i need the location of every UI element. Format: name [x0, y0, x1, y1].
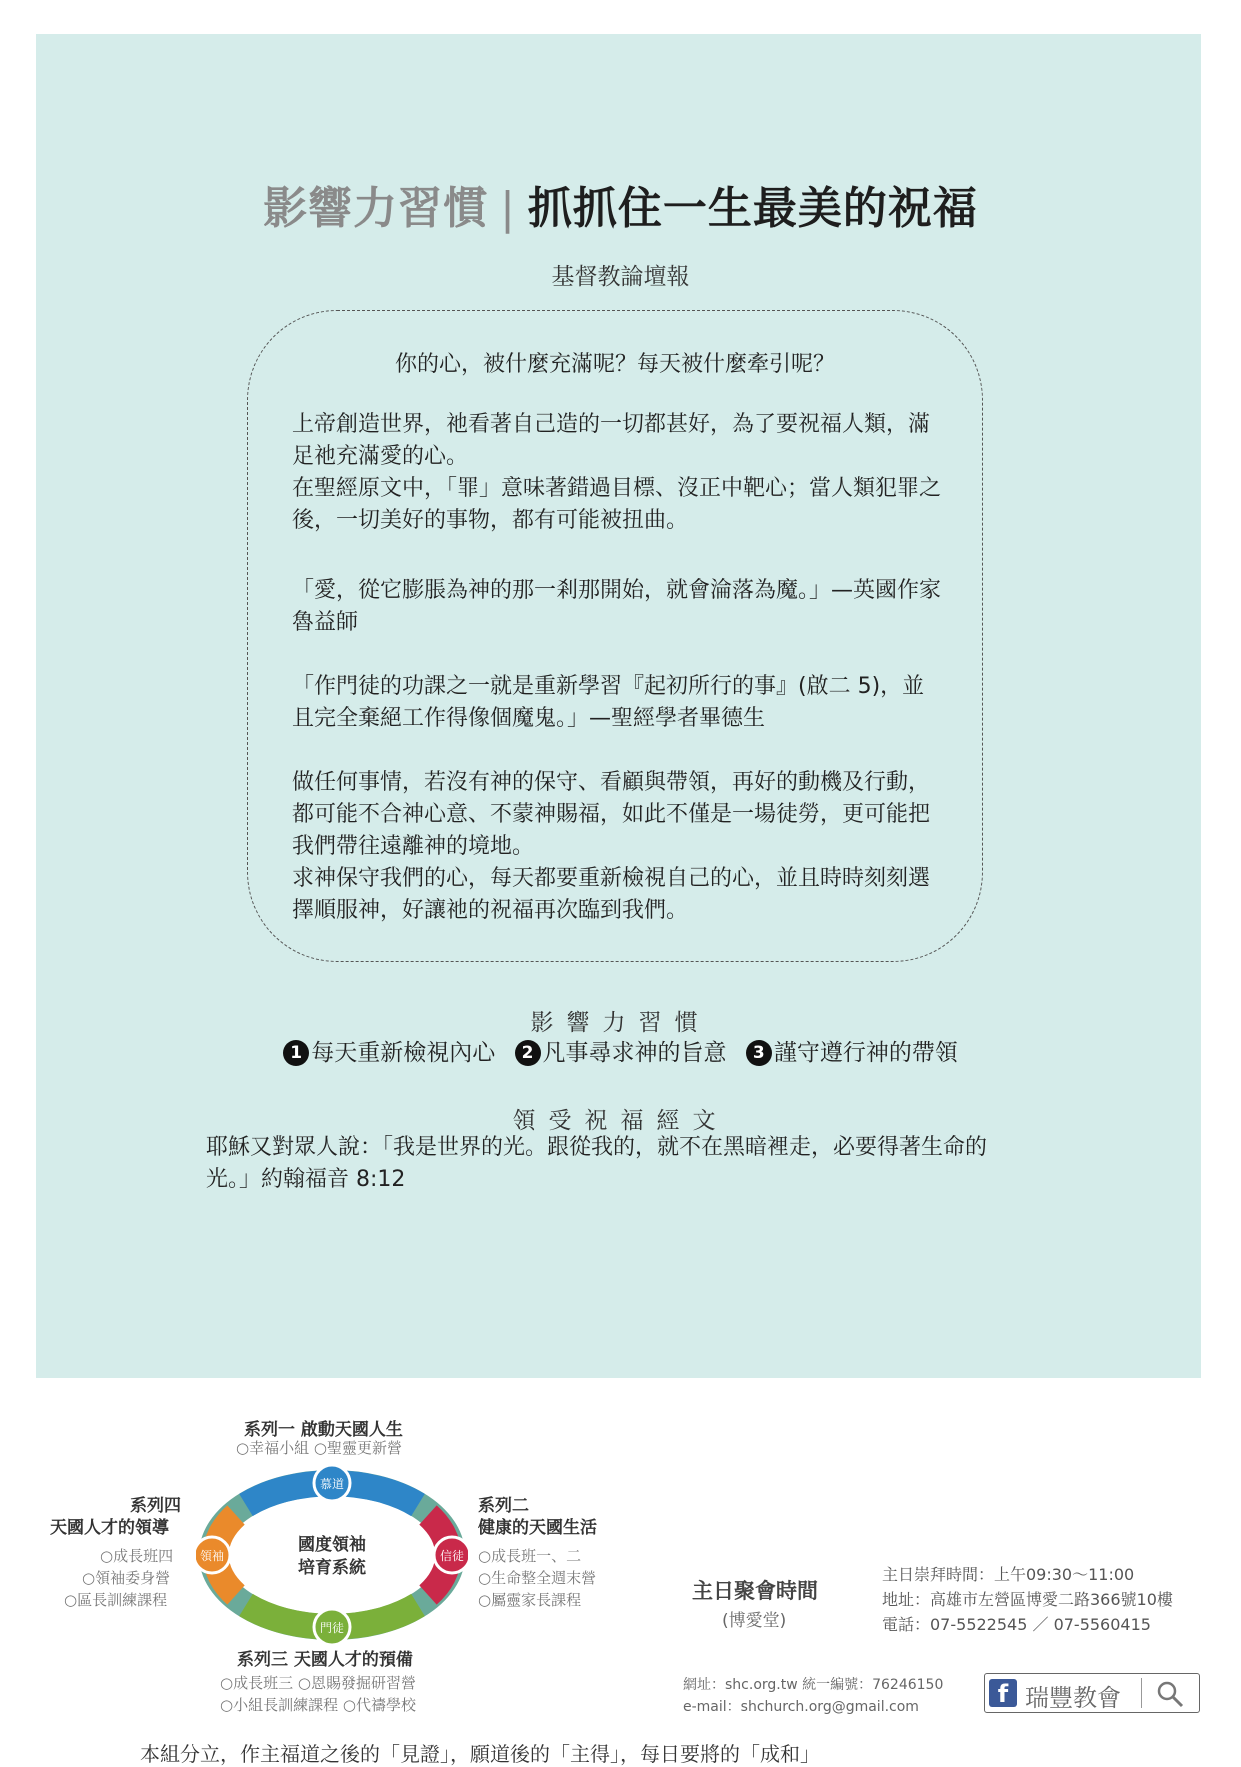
scripture-text: 耶穌又對眾人說：「我是世界的光。跟從我的，就不在黑暗裡走，必要得著生命的光。」約翰福音 8:12	[206, 1135, 988, 1192]
message-bubble	[247, 310, 983, 962]
habit-item	[283, 1034, 495, 1067]
page-title	[0, 172, 1241, 236]
node-bottom-label: 門徒	[319, 1621, 345, 1635]
series2-item: ○屬靈家長課程	[478, 1591, 582, 1609]
paragraph-sin: 上帝創造世界，祂看著自己造的一切都甚好，為了要祝福人類，滿足祂充滿愛的心。 在聖經原文中，「罪」意味著錯過目標、沒正中靶心；當人類犯罪之後，一切美好的事物，都有可能被扭曲。	[292, 412, 942, 533]
habit-text: 每天重新檢視內心	[311, 1040, 496, 1066]
system-cycle-diagram	[196, 1465, 468, 1645]
series4-item: ○成長班四	[100, 1547, 174, 1565]
habits-heading: 影響力習慣	[530, 1010, 711, 1036]
series2-item: ○成長班一、二	[478, 1547, 582, 1565]
scripture-heading: 領受祝福經文	[512, 1108, 729, 1134]
center-label-1: 國度領袖	[298, 1535, 366, 1555]
cut-off-text: 本組分立，作主福道之後的「見證」，願道後的「主得」，每日要將的「成和」	[140, 1742, 820, 1766]
node-left-label: 領袖	[199, 1549, 225, 1563]
website[interactable]: 網址：shc.org.tw 統一編號：76246150	[683, 1677, 944, 1693]
paragraph-guard-heart: 做任何事情，若沒有神的保守、看顧與帶領，再好的動機及行動，都可能不合神心意、不蒙神賜福，如此不僅是一場徒勞，更可能把我們帶往遠離神的境地。 求神保守我們的心，每天都要重新檢視自己的心，並且時時刻刻選擇順服神，好讓祂的祝福再次臨到我們。	[292, 770, 931, 923]
series3-title: 系列三 天國人才的預備	[237, 1650, 413, 1670]
number-badge: 2	[515, 1040, 541, 1066]
habit-item	[746, 1034, 958, 1067]
facebook-icon: f	[989, 1679, 1017, 1707]
series4-item: ○領袖委身營	[82, 1569, 171, 1587]
meeting-location: (博愛堂)	[722, 1611, 787, 1631]
series1-title: 系列一 啟動天國人生	[244, 1420, 403, 1440]
facebook-page-name: 瑞豐教會	[1025, 1684, 1121, 1712]
quote-lewis: 「愛，從它膨脹為神的那一剎那開始，就會淪落為魔。」—英國作家魯益師	[292, 578, 942, 635]
title-prefix: 影響力習慣	[263, 183, 489, 234]
series4-item: ○區長訓練課程	[64, 1591, 168, 1609]
source-label: 基督教論壇報	[551, 264, 690, 290]
address: 地址：高雄市左營區博愛二路366號10樓	[882, 1590, 1173, 1609]
series3-item: ○小組長訓練課程 ○代禱學校	[220, 1696, 416, 1714]
habit-text: 謹守遵行神的帶領	[773, 1040, 958, 1066]
search-icon[interactable]	[1155, 1680, 1185, 1708]
quote-peterson: 「作門徒的功課之一就是重新學習『起初所行的事』(啟二 5)，並且完全棄絕工作得像個魔鬼。」—聖經學者畢德生	[292, 674, 925, 731]
habit-item	[515, 1034, 727, 1067]
divider	[1141, 1678, 1142, 1708]
center-label-2: 培育系統	[298, 1558, 366, 1578]
node-right-label: 信徒	[439, 1549, 465, 1563]
title-main: 抓抓住一生最美的祝福	[527, 183, 978, 234]
series3-item: ○成長班三 ○恩賜發掘研習營	[220, 1674, 416, 1692]
bubble-question: 你的心，被什麼充滿呢？每天被什麼牽引呢？	[394, 352, 835, 377]
series4-title-2: 天國人才的領導	[50, 1518, 169, 1538]
series1-items: ○幸福小組 ○聖靈更新營	[236, 1439, 402, 1457]
series2-item: ○生命整全週末營	[478, 1569, 597, 1587]
habit-text: 凡事尋求神的旨意	[542, 1040, 727, 1066]
number-badge: 1	[283, 1040, 309, 1066]
phone: 電話：07-5522545 ／ 07-5560415	[882, 1615, 1151, 1634]
worship-time: 主日崇拜時間：上午09:30～11:00	[882, 1565, 1135, 1584]
title-separator: |	[500, 183, 516, 234]
series2-title-1: 系列二	[478, 1496, 529, 1516]
series4-title-1: 系列四	[130, 1496, 181, 1516]
number-badge: 3	[746, 1040, 772, 1066]
meeting-title: 主日聚會時間	[692, 1579, 818, 1603]
email[interactable]: e-mail：shchurch.org@gmail.com	[683, 1699, 919, 1715]
node-top-label: 慕道	[319, 1477, 345, 1491]
series2-title-2: 健康的天國生活	[478, 1518, 597, 1538]
habits-list	[0, 1034, 1241, 1067]
facebook-search-box[interactable]	[984, 1673, 1200, 1713]
